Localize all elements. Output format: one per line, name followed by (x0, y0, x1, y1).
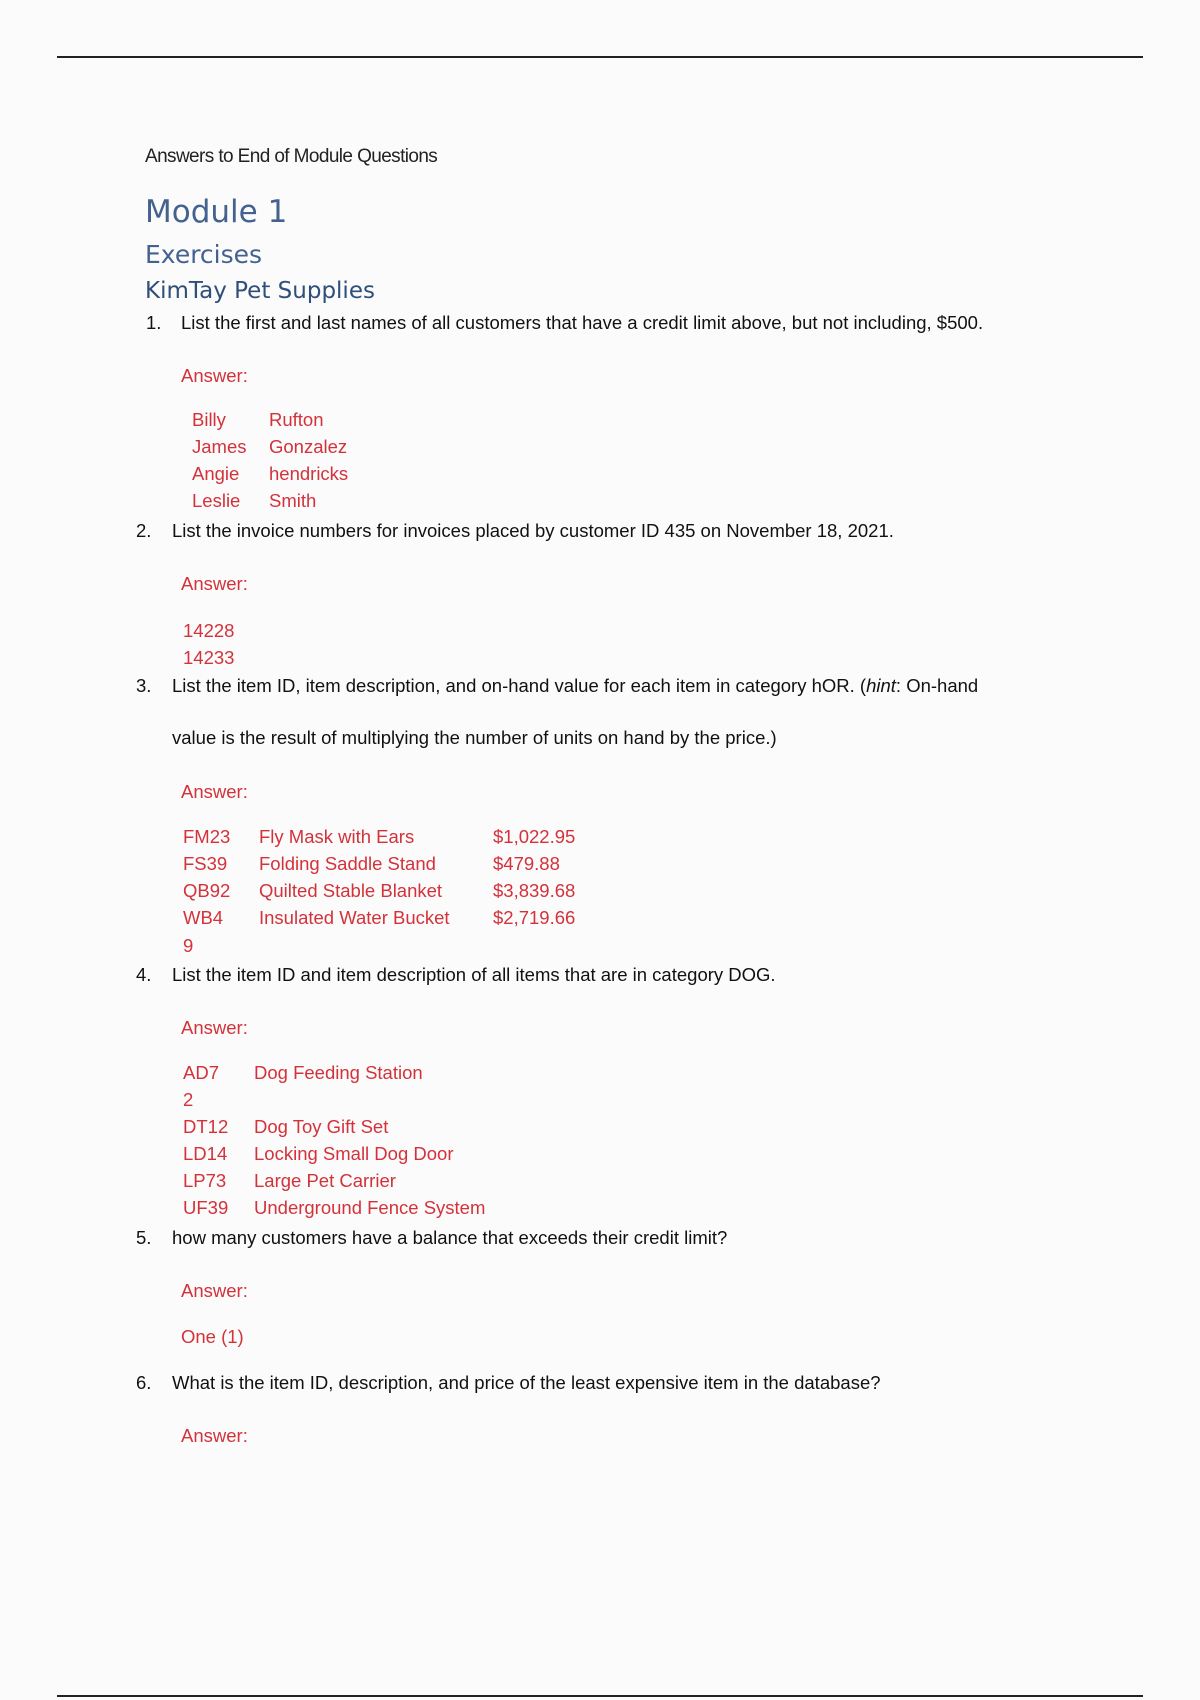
hint-word: hint (866, 675, 896, 696)
on-hand-value: $1,022.95 (493, 826, 576, 847)
item-id: UF39 (183, 1197, 229, 1218)
table-row (183, 1170, 485, 1197)
item-id: DT12 (183, 1116, 229, 1137)
question-6 (136, 1370, 881, 1396)
table-row (183, 880, 575, 907)
answer-table-q3 (183, 826, 575, 934)
question-1 (146, 310, 984, 336)
answer-label: Answer: (181, 1425, 248, 1446)
table-row (183, 1197, 485, 1224)
table-row (192, 463, 348, 490)
question-text: What is the item ID, description, and price of the least expensive item in the database? (172, 1372, 881, 1393)
header-rule (57, 56, 1143, 58)
item-id: FS39 (183, 853, 228, 874)
item-description: Underground Fence System (254, 1197, 486, 1218)
first-name: Leslie (192, 490, 241, 511)
first-name: Angie (192, 463, 240, 484)
question-text-line1-end: : On-hand (895, 675, 979, 696)
item-id: WB4 (183, 907, 224, 928)
question-number: 6. (136, 1372, 152, 1393)
question-text: how many customers have a balance that exceeds their credit limit? (172, 1227, 728, 1248)
table-row (183, 1143, 485, 1170)
first-name: James (192, 436, 247, 457)
last-name: Rufton (269, 409, 324, 430)
exercises-heading: Exercises (145, 240, 263, 269)
item-id: AD7 (183, 1062, 219, 1083)
table-row (183, 1062, 485, 1089)
module-heading: Module 1 (145, 194, 288, 230)
last-name: hendricks (269, 463, 349, 484)
question-3 (136, 673, 979, 751)
table-row (183, 853, 575, 880)
answer-label: Answer: (181, 781, 248, 802)
answer-label: Answer: (181, 1017, 248, 1038)
answer-table-q1 (192, 409, 348, 517)
invoice-number: 14233 (183, 647, 235, 668)
invoice-number: 14228 (183, 620, 235, 641)
item-description: Insulated Water Bucket (259, 907, 450, 928)
question-number: 3. (136, 675, 152, 696)
answer-label: Answer: (181, 365, 248, 386)
case-heading: KimTay Pet Supplies (145, 278, 375, 304)
item-description: Fly Mask with Ears (259, 826, 415, 847)
wrapped-item-id-digit: 9 (183, 935, 194, 956)
question-text: List the invoice numbers for invoices placed by customer ID 435 on November 18, 2021. (172, 520, 894, 541)
item-id: LD14 (183, 1143, 228, 1164)
question-text-line1: List the item ID, item description, and on-hand value for each item in category hOR. ( (172, 675, 867, 696)
question-2 (136, 518, 894, 544)
answer-label: Answer: (181, 1280, 248, 1301)
table-row (183, 1116, 485, 1143)
answer-label: Answer: (181, 573, 248, 594)
answer-table-q4 (183, 1062, 485, 1224)
item-description: Quilted Stable Blanket (259, 880, 443, 901)
table-row (183, 826, 575, 853)
question-5 (136, 1225, 728, 1251)
item-description: Dog Feeding Station (254, 1062, 423, 1083)
last-name: Smith (269, 490, 317, 511)
answer-list-q2 (183, 617, 234, 671)
question-number: 2. (136, 520, 152, 541)
question-text-line2: value is the result of multiplying the number of units on hand by the price.) (172, 727, 777, 748)
item-description (254, 1089, 485, 1116)
table-row (192, 490, 348, 517)
table-row (183, 1089, 485, 1116)
answer-value-q5: One (1) (181, 1326, 244, 1347)
question-text: List the item ID and item description of all items that are in category DOG. (172, 964, 776, 985)
question-number: 4. (136, 964, 152, 985)
question-text: List the first and last names of all customers that have a credit limit above, but not including, $500. (181, 312, 984, 333)
question-number: 5. (136, 1227, 152, 1248)
last-name: Gonzalez (269, 436, 348, 457)
footer-rule (57, 1695, 1143, 1697)
item-description: Large Pet Carrier (254, 1170, 396, 1191)
item-id: QB92 (183, 880, 231, 901)
table-row (192, 409, 348, 436)
first-name: Billy (192, 409, 226, 430)
item-id: 2 (183, 1089, 194, 1110)
on-hand-value: $3,839.68 (493, 880, 576, 901)
item-description: Locking Small Dog Door (254, 1143, 454, 1164)
question-number: 1. (146, 312, 162, 333)
item-id: FM23 (183, 826, 231, 847)
on-hand-value: $479.88 (493, 853, 560, 874)
question-4 (136, 962, 776, 988)
item-description: Folding Saddle Stand (259, 853, 436, 874)
on-hand-value: $2,719.66 (493, 907, 576, 928)
document-title: Answers to End of Module Questions (145, 146, 438, 167)
item-description: Dog Toy Gift Set (254, 1116, 389, 1137)
table-row (183, 907, 575, 934)
table-row (192, 436, 348, 463)
item-id: LP73 (183, 1170, 227, 1191)
